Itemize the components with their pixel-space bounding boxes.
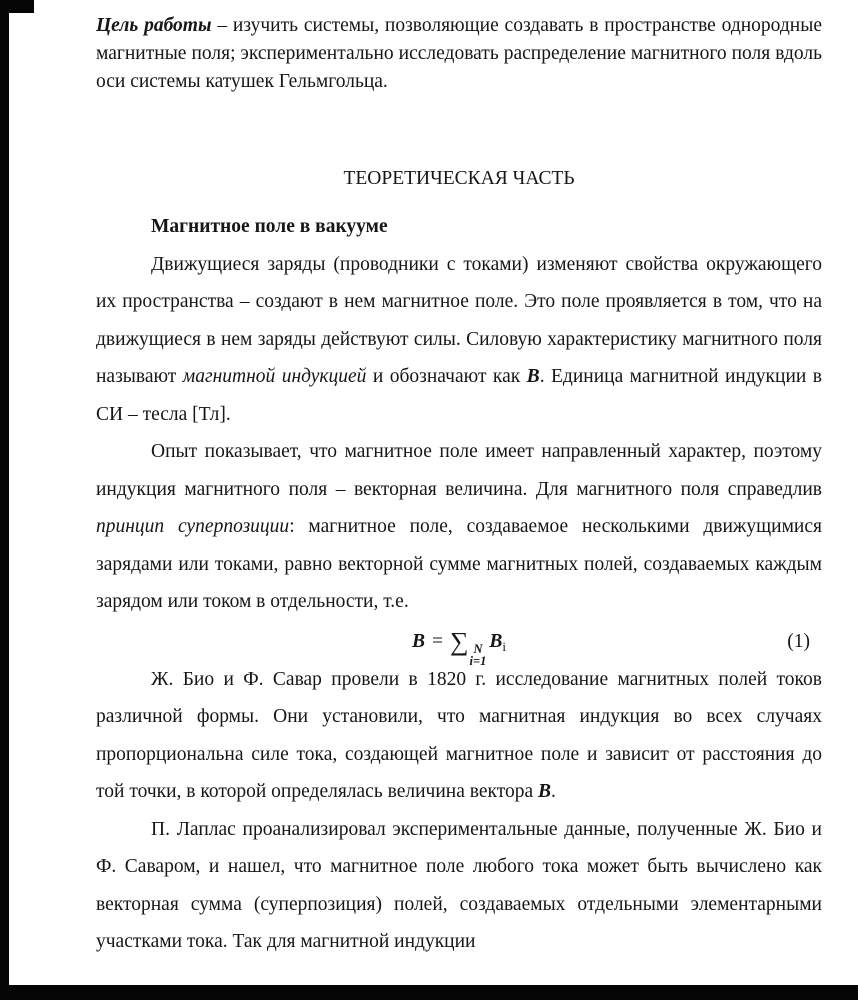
equation-formula [412, 623, 506, 667]
vector-b-index: i [502, 638, 507, 654]
subsection-title: Магнитное поле в вакууме [151, 216, 388, 237]
equals-sign: = [431, 630, 443, 652]
vector-b-symbol: В [538, 781, 552, 802]
paragraph-superposition [96, 433, 822, 621]
paragraph-text: П. Лаплас проанализировал экспериментальные данные, полученные Ж. Био и Ф. Саваром, и нашел, что магнитное поле любого тока может быть вычислено как векторная сумма (суперпозиция) полей, создаваемых отдельными элементарными участками тока. Так для магнитной индукции [96, 818, 822, 952]
purpose-paragraph [96, 12, 822, 96]
scan-artifact-bottom-edge [0, 985, 858, 1000]
equation-number: (1) [787, 630, 810, 652]
paragraph-text: и обозначают как [366, 366, 527, 387]
paragraph-text: Ж. Био и Ф. Савар провели в 1820 г. исследование магнитных полей токов различной формы. Они установили, что магнитная индукция во всех случаях пропорциональна силе тока, создающей магнитное поле и зависит от расстояния до той точки, в которой определялась величина вектора [96, 668, 822, 802]
section-title: ТЕОРЕТИЧЕСКАЯ ЧАСТЬ [343, 168, 575, 189]
paragraph-laplace [96, 811, 822, 961]
paragraph-text: Движущиеся заряды (проводники с токами) изменяют свойства окружающего их пространства – создают в нем магнитное поле. Это поле проявляется в том, что на движущиеся в нем заряды действуют силы. Силовую характеристику магнитного поля называют [96, 253, 822, 387]
page-content [96, 12, 822, 961]
summation-upper-limit: N [473, 641, 483, 656]
paragraph-biot-savart [96, 661, 822, 811]
term-superposition-principle: принцип суперпозиции [96, 516, 290, 537]
vector-b-symbol: B [411, 630, 425, 652]
paragraph-text: : магнитное поле, создаваемое несколькими движущимися зарядами или токами, равно векторной сумме магнитных полей, создаваемых каждым зарядом или током в отдельности, т.е. [96, 516, 822, 612]
summation-limits [470, 643, 487, 667]
paragraph-text: . Единица магнитной индукции в СИ – тесла [Тл]. [96, 366, 822, 425]
summation-icon: ∑ [449, 626, 469, 656]
purpose-lead: Цель работы [96, 15, 212, 36]
paragraph-text: Опыт показывает, что магнитное поле имеет направленный характер, поэтому индукция магнитного поля – векторная величина. Для магнитного поля справедлив [96, 441, 822, 500]
equation-1 [96, 623, 822, 668]
scan-artifact-left-edge [0, 0, 9, 1000]
paragraph-magnetic-field [96, 246, 822, 434]
term-magnetic-induction: магнитной индукцией [182, 366, 367, 387]
vector-b-symbol: В [526, 366, 540, 387]
paragraph-text: . [551, 781, 556, 802]
scan-artifact-top-left-corner [0, 0, 34, 13]
summation-lower-limit: i=1 [469, 653, 487, 668]
vector-b-symbol: B [489, 630, 503, 652]
purpose-text: – изучить системы, позволяющие создавать в пространстве однородные магнитные поля; экспериментально исследовать распределение магнитного поля вдоль оси системы катушек Гельмгольца. [96, 15, 822, 92]
